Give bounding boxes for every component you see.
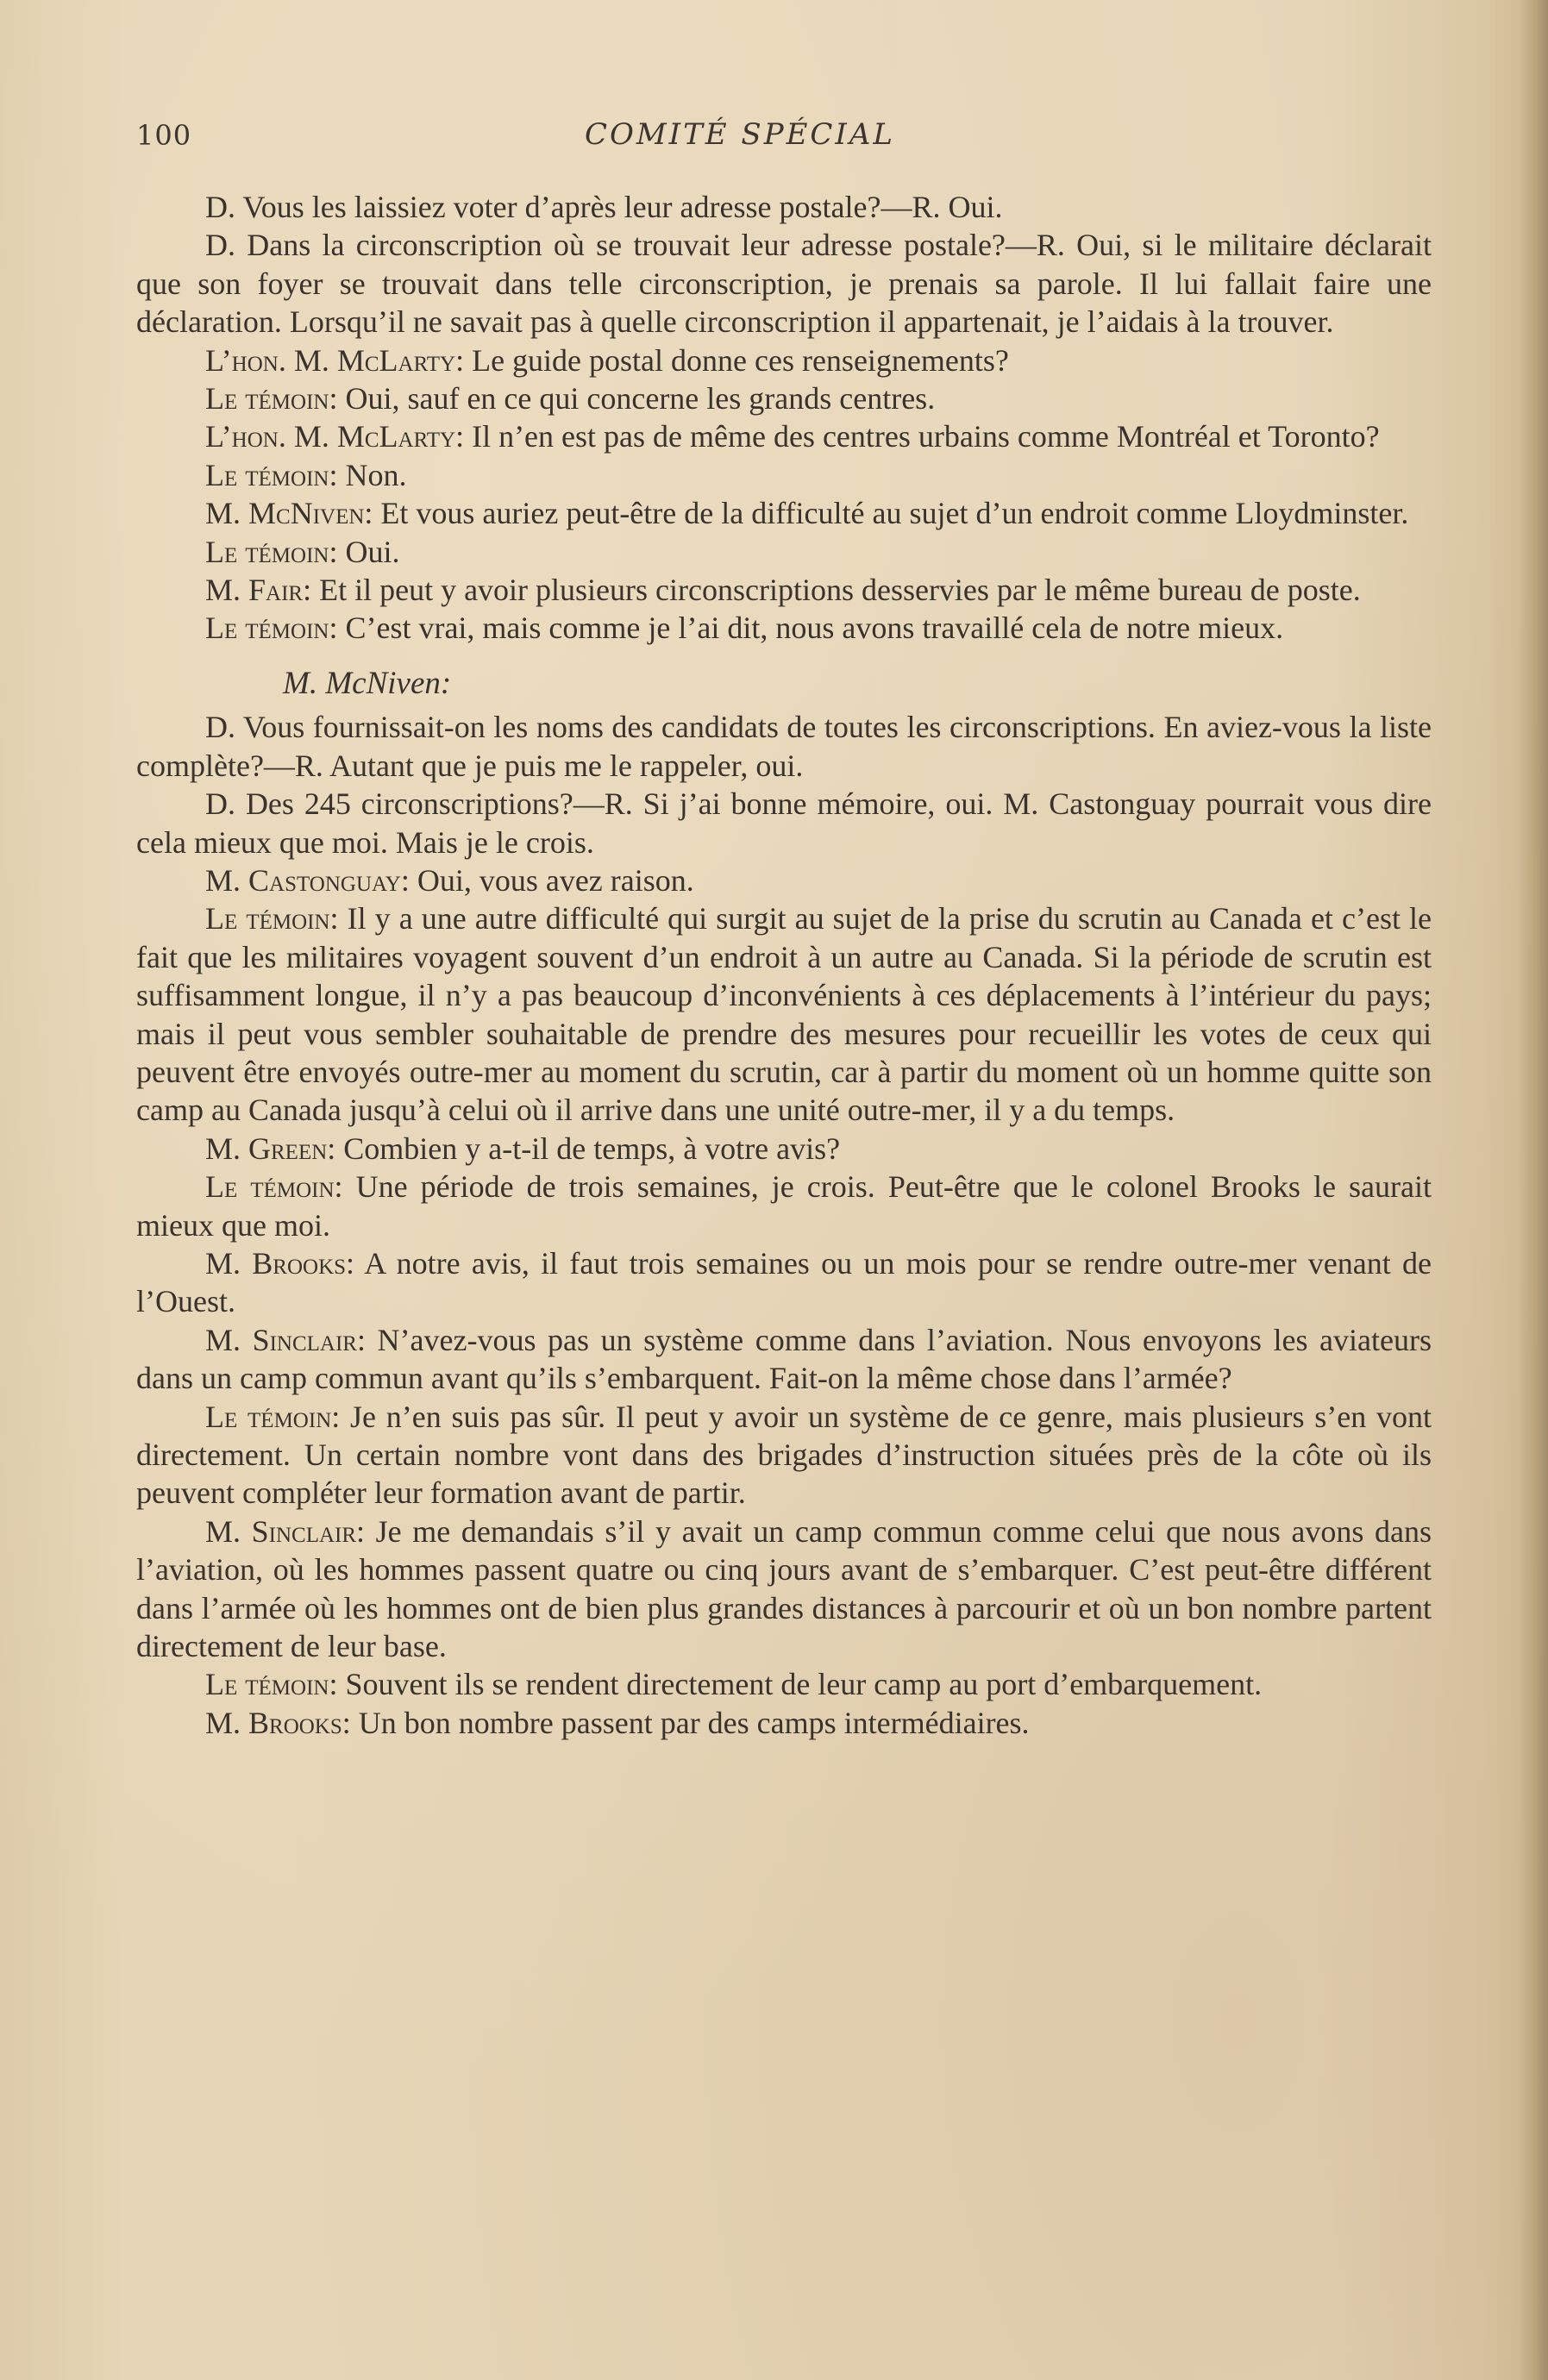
paragraph: [136, 379, 1432, 417]
paragraph-text: Oui, sauf en ce qui concerne les grands centres.: [337, 381, 936, 416]
speaker-name: M. Green:: [205, 1130, 336, 1166]
paragraph-text: Et il peut y avoir plusieurs circonscriptions desservies par le même bureau de poste.: [311, 573, 1361, 608]
paragraph-text: Il n’en est pas de même des centres urbains comme Montréal et Toronto?: [464, 419, 1380, 454]
paragraph-text: D. Dans la circonscription où se trouvait leur adresse postale?—R. Oui, si le militaire déclarait que son foyer se trouvait dans telle circonscription, je prenais sa parole. Il lui fallait faire une déclaration. Lorsqu’il ne savait pas à quelle circonscription il appartenait, je l’aidais à la trouver.: [136, 228, 1432, 340]
paragraph-text: D. Des 245 circonscriptions?—R. Si j’ai bonne mémoire, oui. M. Castonguay pourrait vous dire cela mieux que moi. Mais je le crois.: [136, 786, 1432, 860]
speaker-name: M. Fair:: [205, 573, 312, 608]
paragraph-text: M. McNiven:: [283, 665, 452, 701]
paragraph: [136, 341, 1432, 379]
speaker-name: M. McNiven:: [205, 496, 373, 531]
page-header: [136, 114, 1438, 166]
paragraph: [136, 1665, 1432, 1703]
paragraph-text: Le guide postal donne ces renseignements?: [464, 342, 1009, 378]
body-text: [136, 188, 1432, 1742]
paragraph-text: D. Vous fournissait-on les noms des candidats de toutes les circonscriptions. En aviez-vous la liste complète?—R. Autant que je puis me le rappeler, oui.: [136, 710, 1432, 783]
speaker-name: Le témoin:: [205, 534, 338, 569]
paragraph: [136, 494, 1432, 532]
speaker-name: Le témoin:: [205, 381, 338, 416]
paragraph-text: Non.: [337, 457, 407, 492]
speaker-name: Le témoin:: [205, 611, 338, 646]
speaker-name: M. Sinclair:: [205, 1322, 366, 1357]
paragraph: [136, 533, 1432, 571]
speaker-name: Le témoin:: [205, 901, 339, 936]
paragraph: [136, 785, 1432, 861]
paragraph-text: Oui.: [337, 534, 400, 569]
paragraph-text: N’avez-vous pas un système comme dans l’aviation. Nous envoyons les aviateurs dans un camp commun avant qu’ils s’embarquent. Fait-on la même chose dans l’armée?: [136, 1322, 1432, 1396]
paragraph: [136, 708, 1432, 785]
paragraph-text: Je n’en suis pas sûr. Il peut y avoir un système de ce genre, mais plusieurs s’en vont directement. Un certain nombre vont dans des brigades d’instruction situées près de la côte où ils peuvent compléter leur formation avant de partir.: [136, 1399, 1432, 1511]
paragraph-text: Souvent ils se rendent directement de leur camp au port d’embarquement.: [337, 1667, 1263, 1702]
paragraph-text: C’est vrai, mais comme je l’ai dit, nous avons travaillé cela de notre mieux.: [337, 611, 1284, 646]
paragraph: [136, 1513, 1432, 1666]
paragraph: [136, 1130, 1432, 1168]
paragraph-text: A notre avis, il faut trois semaines ou un mois pour se rendre outre-mer venant de l’Ouest.: [136, 1245, 1432, 1319]
paragraph-text: Une période de trois semaines, je crois. Peut-être que le colonel Brooks le saurait mieux que moi.: [136, 1169, 1432, 1243]
speaker-name: Le témoin:: [205, 1667, 338, 1702]
paragraph: [136, 899, 1432, 1129]
speaker-name: Le témoin:: [205, 1399, 341, 1434]
page-edge-shadow: [1519, 0, 1548, 2380]
paragraph-text: Oui, vous avez raison.: [409, 862, 694, 898]
section-heading: [136, 665, 1432, 703]
speaker-name: M. Sinclair:: [205, 1513, 366, 1549]
paragraph: [136, 1168, 1432, 1244]
paragraph: [136, 226, 1432, 341]
paragraph: [136, 1704, 1432, 1742]
paragraph: [136, 1244, 1432, 1321]
speaker-name: M. Brooks:: [205, 1705, 351, 1740]
speaker-name: L’hon. M. McLarty:: [205, 419, 465, 454]
paragraph: [136, 571, 1432, 609]
speaker-name: Le témoin:: [205, 1169, 343, 1205]
speaker-name: M. Brooks:: [205, 1245, 355, 1281]
paragraph-text: Il y a une autre difficulté qui surgit au sujet de la prise du scrutin au Canada et c’est le fait que les militaires voyagent souvent d’un endroit à un autre au Canada. Si la période de scrutin est suffisamment longue, il n’y a pas beaucoup d’inconvénients à ces déplacements à l’intérieur du pays; mais il peut vous sembler souhaitable de prendre des mesures pour recueillir les votes de ceux qui peuvent être envoyés outre-mer au moment du scrutin, car à partir du moment où un homme quitte son camp au Canada jusqu’à celui où il arrive dans une unité outre-mer, il y a du temps.: [136, 901, 1432, 1128]
running-title: COMITÉ SPÉCIAL: [584, 117, 895, 152]
paragraph-text: Un bon nombre passent par des camps intermédiaires.: [350, 1705, 1030, 1740]
paragraph: [136, 188, 1432, 226]
paragraph: [136, 1321, 1432, 1398]
paragraph: [136, 609, 1432, 647]
paragraph-text: Et vous auriez peut-être de la difficulté au sujet d’un endroit comme Lloydminster.: [373, 496, 1409, 531]
page-number: 100: [136, 119, 192, 152]
paragraph-text: Combien y a-t-il de temps, à votre avis?: [335, 1130, 841, 1166]
paragraph: [136, 1398, 1432, 1513]
paragraph-text: Je me demandais s’il y avait un camp commun comme celui que nous avons dans l’aviation, où les hommes passent quatre ou cinq jours avant de s’embarquer. C’est peut-être différent dans l’armée où les hommes ont de bien plus grandes distances à parcourir et où un bon nombre partent directement de leur base.: [136, 1513, 1432, 1664]
speaker-name: L’hon. M. McLarty:: [205, 342, 465, 378]
paragraph: [136, 861, 1432, 899]
paragraph: [136, 417, 1432, 455]
paragraph-text: D. Vous les laissiez voter d’après leur adresse postale?—R. Oui.: [205, 190, 1003, 224]
speaker-name: M. Castonguay:: [205, 862, 410, 898]
speaker-name: Le témoin:: [205, 457, 338, 492]
paragraph: [136, 456, 1432, 494]
